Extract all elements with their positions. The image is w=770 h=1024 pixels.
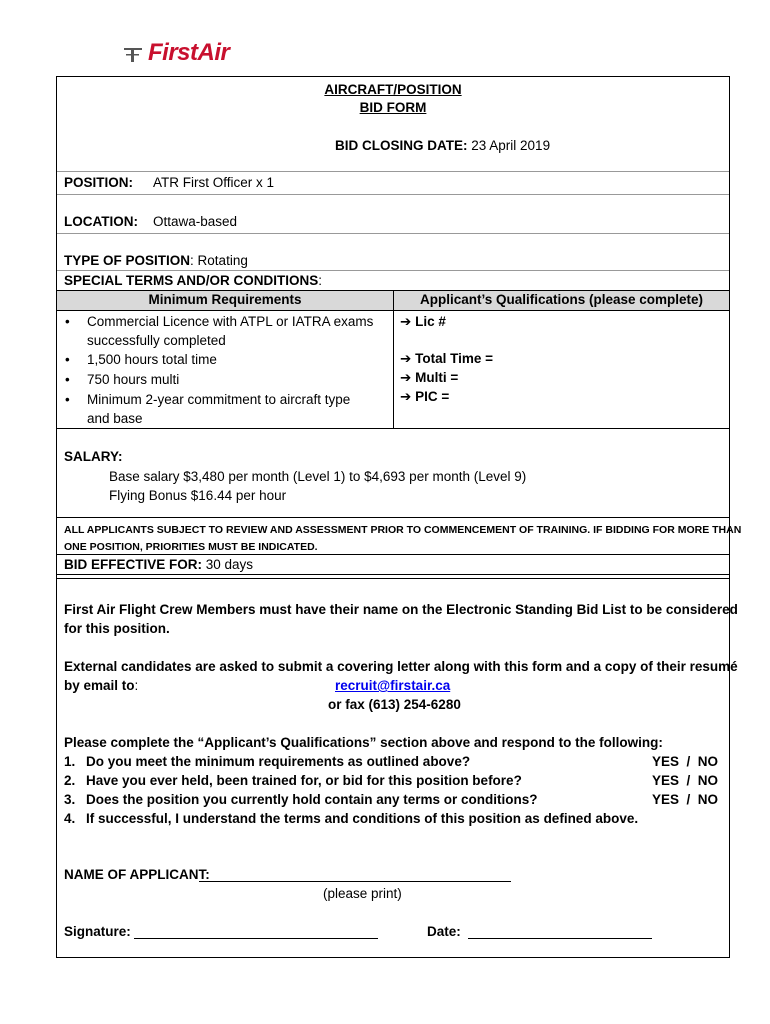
- external-line2: by email to:: [64, 678, 139, 693]
- question-text: If successful, I understand the terms and conditions of this position as defined above.: [86, 811, 639, 826]
- question-answer[interactable]: YES / NO: [652, 754, 719, 769]
- crew-note-line1: First Air Flight Crew Members must have their name on the Electronic Standing Bid List to be considered: [64, 602, 738, 617]
- arrow-right-icon: ➔: [400, 389, 412, 404]
- crew-note-line2: for this position.: [64, 621, 170, 636]
- location-value: Ottawa-based: [153, 214, 238, 229]
- requirement-item-cont: successfully completed: [87, 333, 226, 348]
- signature-label: Signature:: [64, 924, 131, 939]
- position-value: ATR First Officer x 1: [153, 175, 275, 190]
- type-of-position: TYPE OF POSITION: Rotating: [64, 253, 248, 268]
- closing-date: BID CLOSING DATE: 23 April 2019: [335, 138, 551, 153]
- signature-field[interactable]: [134, 938, 378, 939]
- date-field[interactable]: [468, 938, 652, 939]
- form-title-line1: AIRCRAFT/POSITION: [324, 82, 462, 97]
- salary-bonus: Flying Bonus $16.44 per hour: [109, 488, 287, 503]
- logo-text: FirstAir: [148, 39, 230, 66]
- plane-icon: [122, 42, 144, 64]
- applicant-name-label: NAME OF APPLICANT:: [64, 867, 210, 882]
- question-number: 3.: [64, 792, 76, 807]
- please-print-hint: (please print): [323, 886, 402, 901]
- qual-multi[interactable]: ➔ Multi =: [400, 370, 459, 385]
- question-text: Have you ever held, been trained for, or bid for this position before?: [86, 773, 522, 788]
- qual-total-time[interactable]: ➔ Total Time =: [400, 351, 493, 366]
- form-title-line2: BID FORM: [359, 100, 427, 115]
- arrow-right-icon: ➔: [400, 370, 412, 385]
- notice-line2: ONE POSITION, PRIORITIES MUST BE INDICATED.: [64, 541, 318, 553]
- location-label: LOCATION:: [64, 214, 138, 229]
- fax-number: or fax (613) 254-6280: [328, 697, 461, 712]
- question-answer[interactable]: YES / NO: [652, 773, 719, 788]
- question-answer[interactable]: YES / NO: [652, 792, 719, 807]
- email-link[interactable]: recruit@firstair.ca: [335, 678, 451, 693]
- special-terms-label: SPECIAL TERMS AND/OR CONDITIONS:: [64, 273, 323, 288]
- bid-effective: BID EFFECTIVE FOR: 30 days: [64, 557, 254, 572]
- requirement-item-cont: and base: [87, 411, 143, 426]
- salary-label: SALARY:: [64, 449, 123, 464]
- question-text: Does the position you currently hold contain any terms or conditions?: [86, 792, 538, 807]
- questions-intro: Please complete the “Applicant’s Qualifications” section above and respond to the following:: [64, 735, 663, 750]
- position-label: POSITION:: [64, 175, 134, 190]
- qual-lic[interactable]: ➔ Lic #: [400, 314, 446, 329]
- requirement-item: • 750 hours multi: [87, 371, 179, 389]
- qualifications-header: Applicant’s Qualifications (please complete): [419, 292, 704, 307]
- requirement-item: • Minimum 2-year commitment to aircraft type: [87, 391, 350, 409]
- date-label: Date:: [427, 924, 461, 939]
- question-text: Do you meet the minimum requirements as outlined above?: [86, 754, 471, 769]
- bid-form: [56, 76, 742, 958]
- requirement-item: • Commercial Licence with ATPL or IATRA exams: [87, 313, 373, 331]
- question-number: 1.: [64, 754, 76, 769]
- qual-pic[interactable]: ➔ PIC =: [400, 389, 450, 404]
- first-air-logo: [122, 40, 229, 66]
- min-requirements-header: Minimum Requirements: [148, 292, 302, 307]
- question-number: 2.: [64, 773, 76, 788]
- requirement-item: • 1,500 hours total time: [87, 351, 217, 369]
- arrow-right-icon: ➔: [400, 314, 412, 329]
- arrow-right-icon: ➔: [400, 351, 412, 366]
- notice-line1: ALL APPLICANTS SUBJECT TO REVIEW AND ASSESSMENT PRIOR TO COMMENCEMENT OF TRAINING. IF BIDDING FOR MORE THAN: [64, 524, 742, 536]
- question-number: 4.: [64, 811, 76, 826]
- salary-base: Base salary $3,480 per month (Level 1) to $4,693 per month (Level 9): [109, 469, 527, 484]
- applicant-name-field[interactable]: [199, 881, 511, 882]
- external-line1: External candidates are asked to submit a covering letter along with this form and a copy of their resumé: [64, 659, 738, 674]
